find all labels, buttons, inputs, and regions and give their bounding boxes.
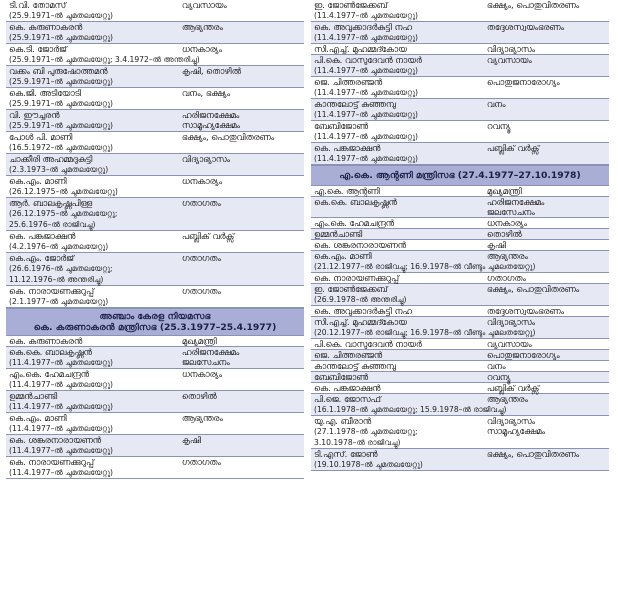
minister-cell (6, 44, 200, 66)
portfolio-cell (484, 77, 609, 99)
minister-cell (6, 22, 179, 44)
minister-row (6, 253, 304, 286)
minister-name: ടി.എസ്. ജോൺ (314, 449, 378, 459)
minister-row (6, 231, 304, 253)
portfolio-cell (484, 218, 609, 229)
portfolio: ഗതാഗതം (486, 273, 526, 283)
portfolio-cell (179, 0, 304, 22)
portfolio: വനം, ഭക്ഷ്യം (181, 88, 230, 98)
minister-row (6, 132, 304, 154)
minister-cell (311, 416, 484, 449)
portfolio: വ്യവസായം (486, 55, 532, 65)
minister-cell (6, 132, 179, 154)
minister-cell (311, 197, 484, 218)
minister-row (311, 143, 609, 165)
minister-row (6, 413, 304, 435)
portfolio: തൊഴിൽ (486, 229, 522, 239)
portfolio-cell (484, 186, 609, 197)
minister-row (6, 457, 304, 479)
section-header (6, 308, 304, 336)
minister-row (6, 336, 304, 347)
minister-row (6, 22, 304, 44)
minister-row (311, 0, 609, 22)
portfolio-cell (484, 0, 609, 22)
minister-name: ഇ. ജോൺജേക്കബ് (314, 284, 388, 294)
minister-name: എം.കെ. ഹേമചന്ദ്രൻ (314, 218, 394, 228)
portfolio: തദ്ദേശസ്വയംഭരണം (486, 306, 565, 316)
tenure-note: (26.9.1978–ൽ അന്തരിച്ചു) (314, 295, 407, 304)
minister-row (311, 372, 609, 383)
minister-cell (6, 66, 179, 88)
portfolio: പൊതുജനാരോഗ്യം (486, 77, 560, 87)
minister-name: പി.കെ. വാസുദേവൻ നായർ (314, 55, 422, 65)
minister-name: കെ. നാരായണക്കുറുപ്പ് (9, 457, 94, 467)
minister-cell (311, 143, 484, 165)
minister-cell (311, 284, 484, 306)
portfolio: ആഭ്യന്തരം (181, 413, 223, 423)
portfolio: ജലസേചനം (486, 207, 535, 217)
minister-row (311, 218, 609, 229)
minister-row (6, 176, 304, 198)
portfolio: വിദ്യാഭ്യാസം (486, 44, 535, 54)
portfolio-cell (484, 306, 609, 317)
minister-name: കെ.എം. മാണി (9, 413, 67, 423)
minister-cell (311, 186, 484, 197)
minister-row (6, 0, 304, 22)
minister-cell (6, 336, 179, 347)
portfolio-cell (179, 176, 304, 198)
tenure-note: (11.4.1977–ൽ ചുമതലയേറ്റു) (314, 66, 419, 75)
minister-cell (311, 121, 484, 143)
minister-cell (311, 240, 484, 251)
portfolio: വിദ്യാഭ്യാസം (486, 416, 535, 426)
minister-cell (311, 383, 484, 394)
portfolio-cell (484, 416, 609, 449)
minister-name: സി.എച്ച്. മുഹമ്മദ്കോയ (314, 317, 407, 327)
tenure-note: (16.1.1978–ൽ ചുമതലയേറ്റു; 15.9.1978–ൽ രാജിവച്ചു) (314, 405, 507, 414)
minister-cell (6, 176, 179, 198)
minister-table (6, 0, 304, 308)
tenure-note: (11.4.1977–ൽ ചുമതലയേറ്റു) (314, 33, 419, 42)
minister-row (311, 416, 609, 449)
portfolio: തൊഴിൽ (181, 391, 217, 401)
portfolio: ധനകാര്യം (181, 176, 222, 186)
tenure-note: (20.12.1977–ൽ രാജിവച്ചു; 16.9.1978–ൽ വീണ്ടും ചുമലതയേറ്റു) (314, 328, 536, 337)
portfolio: ഭക്ഷ്യം, പൊതുവിതരണം (181, 132, 275, 142)
tenure-note: (16.5.1972–ൽ ചുമതലയേറ്റു) (9, 143, 114, 152)
minister-name: ഉമ്മൻചാണ്ടി (314, 229, 363, 239)
minister-cell (6, 369, 179, 391)
minister-name: കെ.എം. മാണി (314, 251, 372, 261)
tenure-note: (11.4.1977–ൽ ചുമതലയേറ്റു) (314, 110, 419, 119)
tenure-note: 25.6.1976–ൽ രാജിവച്ചു) (9, 220, 96, 229)
minister-row (6, 154, 304, 176)
tenure-note: (2.1.1977–ൽ ചുമതലയേറ്റു) (9, 297, 109, 306)
minister-name: കെ. ശങ്കരനാരായണൻ (9, 435, 101, 445)
tenure-note: (25.9.1971–ൽ ചുമതലയേറ്റു) (9, 77, 114, 86)
portfolio: തദ്ദേശസ്വയംഭരണം (486, 22, 565, 32)
minister-row (311, 22, 609, 44)
portfolio: ഗതാഗതം (181, 286, 221, 296)
minister-cell (311, 306, 484, 317)
portfolio-cell (179, 253, 304, 286)
portfolio: വനം (486, 361, 506, 371)
portfolio: റവന്യൂ (486, 121, 511, 131)
minister-row (311, 77, 609, 99)
minister-table (311, 186, 609, 471)
tenure-note: (27.1.1978–ൽ ചുമതലയേറ്റു; (314, 427, 418, 436)
minister-cell (311, 77, 484, 99)
portfolio: ധനകാര്യം (181, 369, 222, 379)
minister-name: കാന്തലോട്ട് കുഞ്ഞമ്പു (314, 361, 396, 371)
portfolio: ഹരിജനക്ഷേമം (181, 347, 240, 357)
section-header-line: എ.കെ. ആന്റണി മന്ത്രിസഭ (27.4.1977–27.10.1978) (339, 170, 581, 181)
portfolio: ജലസേചനം (181, 357, 230, 367)
portfolio: വ്യവസായം (486, 339, 532, 349)
tenure-note: (21.12.1977–ൽ രാജിവച്ചു; 16.9.1978–ൽ വീണ്ടും ചുമലതയേറ്റു) (314, 262, 536, 271)
portfolio: ആഭ്യന്തരം (486, 394, 528, 404)
minister-name: കെ.കെ. ബാലകൃഷ്ണൻ (314, 197, 397, 207)
minister-cell (6, 253, 179, 286)
minister-name: കെ. നാരായണക്കുറുപ്പ് (314, 273, 399, 283)
portfolio: ഗതാഗതം (181, 457, 221, 467)
tenure-note: (26.12.1975–ൽ ചുമതലയേറ്റു; (9, 209, 118, 218)
minister-name: യു.എ. ബീരാൻ (314, 416, 372, 426)
portfolio-cell (484, 229, 609, 240)
portfolio-cell (484, 197, 609, 218)
tenure-note: (11.4.1977–ൽ ചുമതലയേറ്റു) (314, 154, 419, 163)
minister-row (311, 240, 609, 251)
minister-name: കാന്തലോട്ട് കുഞ്ഞമ്പു (314, 99, 396, 109)
portfolio: മുഖ്യമന്ത്രി (181, 336, 217, 346)
portfolio: സാമൂഹ്യക്ഷേമം (486, 426, 546, 436)
portfolio: ധനകാര്യം (181, 44, 222, 54)
minister-row (311, 121, 609, 143)
portfolio-cell (179, 347, 304, 369)
portfolio: വ്യവസായം (181, 0, 227, 10)
portfolio-cell (179, 435, 304, 457)
minister-name: ചാക്കീരി അഹമ്മദുകുട്ടി (9, 154, 93, 164)
minister-row (6, 44, 304, 66)
tenure-note: (19.10.1978–ൽ ചുമതലയേറ്റു) (314, 460, 423, 469)
tenure-note: (25.9.1971–ൽ ചുമതലയേറ്റു) (9, 121, 114, 130)
portfolio: ഹരിജനക്ഷേമം (181, 110, 240, 120)
portfolio-cell (179, 413, 304, 435)
minister-cell (6, 286, 179, 308)
minister-cell (6, 0, 179, 22)
minister-name: കെ. അവുക്കാദർകുട്ടി നഹ (314, 306, 412, 316)
portfolio: ഭക്ഷ്യം, പൊതുവിതരണം (486, 0, 580, 10)
portfolio-cell (484, 44, 609, 55)
portfolio-cell (484, 339, 609, 350)
portfolio-cell (484, 99, 609, 121)
tenure-note: (11.4.1977–ൽ ചുമതലയേറ്റു) (9, 402, 114, 411)
minister-row (311, 394, 609, 416)
minister-name: കെ. കരുണാകരൻ (9, 22, 83, 32)
minister-name: ജെ. ചിത്തരഞ്ജൻ (314, 77, 383, 87)
minister-name: എ.കെ. ആന്റണി (314, 186, 380, 196)
portfolio-cell (484, 121, 609, 143)
portfolio-cell (484, 240, 609, 251)
minister-table (311, 0, 609, 165)
minister-table (6, 336, 304, 479)
minister-cell (311, 229, 484, 240)
minister-row (311, 284, 609, 306)
portfolio-cell (484, 361, 609, 372)
portfolio-cell (484, 372, 609, 383)
minister-name: ഇ. ജോൺജേക്കബ് (314, 0, 388, 10)
minister-cell (311, 218, 484, 229)
minister-row (6, 286, 304, 308)
portfolio: പബ്ലിക് വർക്സ് (486, 143, 540, 153)
minister-row (311, 339, 609, 350)
minister-name: ബേബിജോൺ (314, 372, 368, 382)
minister-name: കെ.എം. ജോർജ് (9, 253, 74, 263)
minister-cell (6, 413, 179, 435)
portfolio: ഭക്ഷ്യം, പൊതുവിതരണം (486, 449, 580, 459)
minister-name: കെ. കരുണാകരൻ (9, 336, 83, 346)
minister-row (311, 99, 609, 121)
minister-cell (311, 273, 484, 284)
tenure-note: (25.9.1971–ൽ ചുമതലയേറ്റു) (9, 11, 114, 20)
minister-cell (311, 55, 484, 77)
minister-row (311, 229, 609, 240)
minister-name: പി.ജെ. ജോസഫ് (314, 394, 381, 404)
portfolio: റവന്യൂ (486, 372, 511, 382)
minister-name: കെ.കെ. ബാലകൃഷ്ണൻ (9, 347, 92, 357)
portfolio: ധനകാര്യം (486, 218, 527, 228)
tenure-note: (11.4.1977–ൽ ചുമതലയേറ്റു) (9, 358, 114, 367)
minister-name: കെ. നാരായണക്കുറുപ്പ് (9, 286, 94, 296)
minister-name: ടി.വി. തോമസ് (9, 0, 67, 10)
minister-row (311, 55, 609, 77)
portfolio-cell (179, 88, 304, 110)
minister-row (6, 66, 304, 88)
minister-cell (311, 44, 484, 55)
portfolio: ഗതാഗതം (181, 198, 221, 208)
minister-cell (311, 99, 484, 121)
minister-cell (6, 154, 179, 176)
minister-cell (6, 391, 179, 413)
tenure-note: (11.4.1977–ൽ ചുമതലയേറ്റു) (9, 468, 114, 477)
portfolio-cell (179, 22, 304, 44)
minister-row (311, 449, 609, 471)
minister-name: ബേബിജോൺ (314, 121, 368, 131)
section-header-line: അഞ്ചാം കേരള നിയമസഭ (99, 311, 211, 322)
portfolio-cell (484, 383, 609, 394)
minister-name: പോൾ പി. മാണി (9, 132, 73, 142)
tenure-note: (4.2.1976–ൽ ചുമതലയേറ്റു) (9, 242, 109, 251)
minister-row (311, 186, 609, 197)
tenure-note: (11.4.1977–ൽ ചുമതലയേറ്റു) (314, 132, 419, 141)
minister-name: കെ. പങ്കജാക്ഷൻ (314, 383, 381, 393)
portfolio: കൃഷി, തൊഴിൽ (181, 66, 241, 76)
minister-name: കെ. പങ്കജാക്ഷൻ (314, 143, 381, 153)
portfolio: വനം (486, 99, 506, 109)
minister-row (6, 88, 304, 110)
portfolio-cell (179, 231, 304, 253)
minister-cell (311, 339, 484, 350)
portfolio-cell (179, 457, 304, 479)
minister-row (311, 251, 609, 273)
minister-row (311, 306, 609, 317)
portfolio-cell (484, 449, 609, 471)
tenure-note: (2.3.1973–ൽ ചുമതലയേറ്റു) (9, 165, 109, 174)
portfolio-cell (179, 391, 304, 413)
tenure-note: (25.9.1971–ൽ ചുമതലയേറ്റു) (9, 99, 114, 108)
portfolio-cell (179, 154, 304, 176)
minister-row (6, 391, 304, 413)
minister-cell (6, 435, 179, 457)
minister-name: കെ. അവുക്കാദർകുട്ടി നഹ (314, 22, 412, 32)
portfolio: ആഭ്യന്തരം (486, 251, 528, 261)
section-header-line: കെ. കരുണാകരൻ മന്ത്രിസഭ (25.3.1977–25.4.1977) (33, 322, 277, 333)
minister-row (311, 361, 609, 372)
minister-cell (311, 0, 484, 22)
tenure-note: (11.4.1977–ൽ ചുമതലയേറ്റു) (9, 446, 114, 455)
tenure-note: (25.9.1971–ൽ ചുമതലയേറ്റു; 3.4.1972–ൽ അന്തരിച്ചു) (9, 55, 200, 64)
minister-name: വി. ഈച്ചരൻ (9, 110, 60, 120)
portfolio: സാമൂഹ്യക്ഷേമം (181, 120, 241, 130)
minister-cell (311, 449, 484, 471)
minister-row (311, 273, 609, 284)
tenure-note: (11.4.1977–ൽ ചുമതലയേറ്റു) (9, 380, 114, 389)
minister-row (311, 44, 609, 55)
portfolio: ഗതാഗതം (181, 253, 221, 263)
tenure-note: (26.6.1976–ൽ ചുമതലയേറ്റു; (9, 264, 113, 273)
minister-row (6, 347, 304, 369)
portfolio-cell (179, 336, 304, 347)
portfolio: കൃഷി (181, 435, 201, 445)
minister-row (311, 383, 609, 394)
minister-name: എം.കെ. ഹേമചന്ദ്രൻ (9, 369, 89, 379)
minister-name: കെ.ജി. അടിയോടി (9, 88, 81, 98)
tenure-note: (11.4.1977–ൽ ചുമതലയേറ്റു) (314, 88, 419, 97)
minister-name: വക്കം ബി പുരുഷോത്തമൻ (9, 66, 108, 76)
minister-name: ജെ. ചിത്തരഞ്ജൻ (314, 350, 383, 360)
minister-row (311, 350, 609, 361)
tenure-note: 3.10.1978–ൽ രാജിവച്ചു) (314, 438, 401, 447)
minister-cell (6, 88, 179, 110)
minister-row (311, 197, 609, 218)
portfolio-cell (179, 286, 304, 308)
portfolio-cell (484, 273, 609, 284)
minister-name: ആർ. ബാലകൃഷ്ണപിള്ള (9, 198, 93, 208)
minister-cell (311, 22, 484, 44)
minister-name: കെ.എം. മാണി (9, 176, 67, 186)
minister-cell (311, 372, 484, 383)
portfolio-cell (484, 22, 609, 44)
portfolio-cell (179, 198, 304, 231)
portfolio: കൃഷി (486, 240, 506, 250)
portfolio: വിദ്യാഭ്യാസം (181, 154, 230, 164)
minister-row (6, 435, 304, 457)
minister-row (311, 317, 609, 339)
minister-cell (6, 198, 179, 231)
minister-cell (6, 110, 179, 132)
tenure-note: (26.12.1975–ൽ ചുമതലയേറ്റു) (9, 187, 118, 196)
minister-name: കെ. പങ്കജാക്ഷൻ (9, 231, 76, 241)
tenure-note: 11.12.1976–ൽ അന്തരിച്ചു) (9, 275, 104, 284)
portfolio: പബ്ലിക് വർക്സ് (181, 231, 235, 241)
minister-name: കെ. ശങ്കരനാരായണൻ (314, 240, 406, 250)
portfolio-cell (179, 66, 304, 88)
right-column (311, 0, 609, 471)
tenure-note: (11.4.1977–ൽ ചുമതലയേറ്റു) (314, 11, 419, 20)
minister-name: പി.കെ. വാസുദേവൻ നായർ (314, 339, 422, 349)
left-column (6, 0, 304, 479)
minister-cell (6, 457, 179, 479)
minister-row (6, 198, 304, 231)
portfolio: പൊതുജനാരോഗ്യം (486, 350, 560, 360)
minister-cell (311, 350, 484, 361)
minister-cell (6, 347, 179, 369)
minister-row (6, 110, 304, 132)
portfolio: ആഭ്യന്തരം (181, 22, 223, 32)
minister-cell (6, 231, 179, 253)
minister-row (6, 369, 304, 391)
minister-name: കെ.ടി. ജോർജ് (9, 44, 67, 54)
portfolio: ഭക്ഷ്യം, പൊതുവിതരണം (486, 284, 580, 294)
section-header (311, 165, 609, 186)
portfolio-cell (179, 132, 304, 154)
portfolio-cell (484, 143, 609, 165)
portfolio: പബ്ലിക് വർക്സ് (486, 383, 540, 393)
portfolio-cell (484, 350, 609, 361)
portfolio-cell (484, 55, 609, 77)
portfolio: വിദ്യാഭ്യാസം (486, 317, 535, 327)
portfolio-cell (179, 110, 304, 132)
portfolio-cell (484, 284, 609, 306)
minister-cell (311, 361, 484, 372)
tenure-note: (11.4.1977–ൽ ചുമതലയേറ്റു) (9, 424, 114, 433)
minister-name: സി.എച്ച്. മുഹമ്മദ്കോയ (314, 44, 407, 54)
minister-name: ഉമ്മൻചാണ്ടി (9, 391, 58, 401)
portfolio: ഹരിജനക്ഷേമം (486, 197, 545, 207)
portfolio: മുഖ്യമന്ത്രി (486, 186, 522, 196)
tenure-note: (25.9.1971–ൽ ചുമതലയേറ്റു) (9, 33, 114, 42)
portfolio-cell (179, 369, 304, 391)
